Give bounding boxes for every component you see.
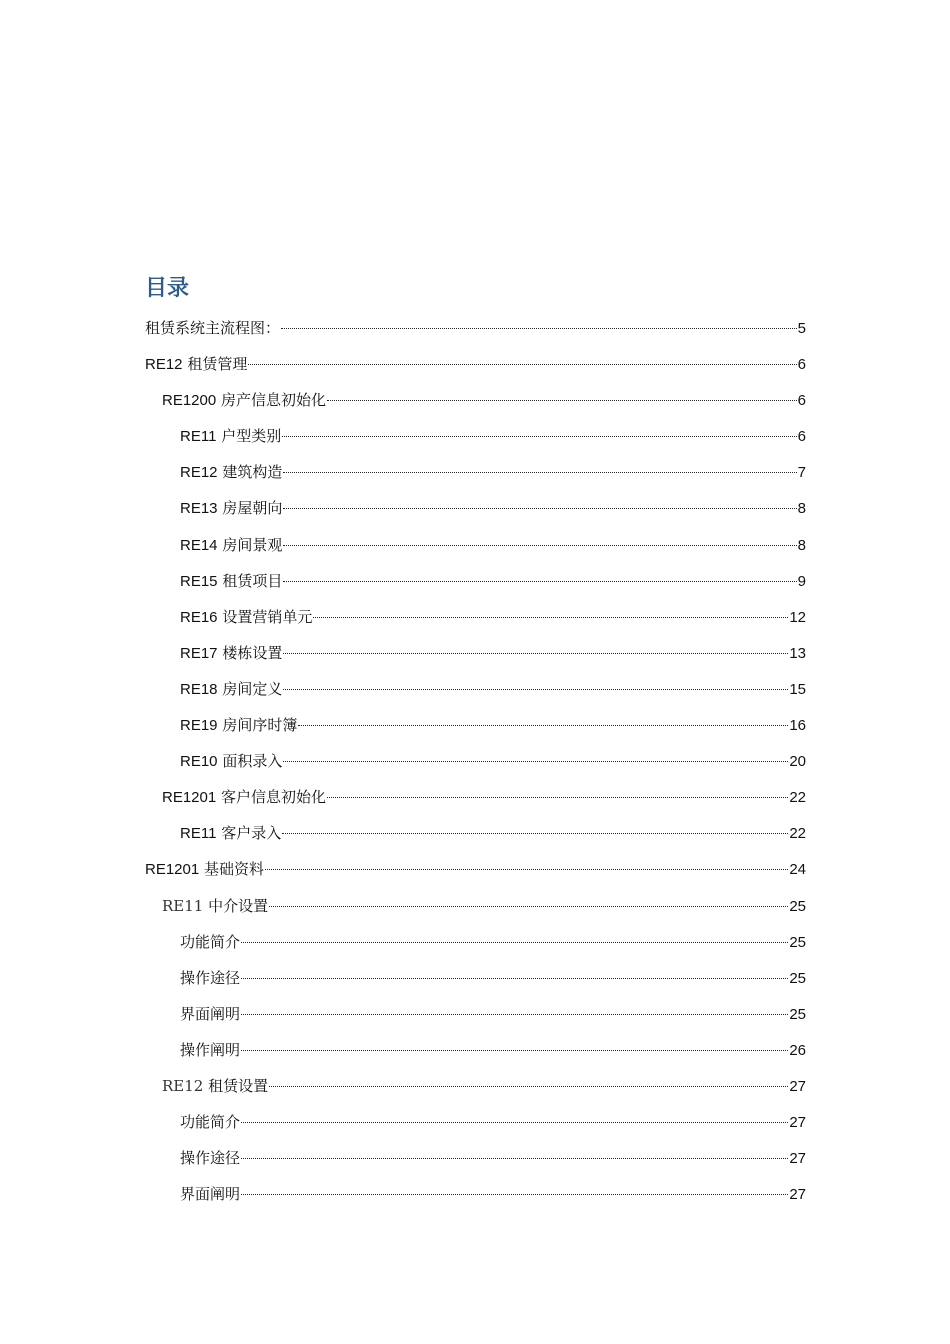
toc-entry[interactable]: [145, 815, 806, 851]
toc-entry-label: [180, 743, 282, 780]
toc-dot-leader: [248, 364, 796, 365]
toc-entry[interactable]: [145, 418, 806, 454]
toc-entry[interactable]: [145, 635, 806, 671]
toc-entry-text: 户型类别: [221, 427, 282, 446]
toc-entry-text: 租赁系统主流程图：: [145, 319, 281, 337]
toc-list: [145, 310, 806, 1212]
toc-page-number: 27: [789, 1114, 806, 1132]
toc-entry[interactable]: [145, 779, 806, 815]
toc-entry[interactable]: [145, 527, 806, 563]
toc-dot-leader: [241, 942, 788, 943]
toc-entry-code: RE13: [180, 500, 218, 518]
toc-entry-code: RE12: [180, 464, 218, 482]
toc-entry[interactable]: [145, 563, 806, 599]
toc-dot-leader: [269, 1086, 788, 1087]
toc-entry[interactable]: [145, 671, 806, 707]
toc-dot-leader: [313, 617, 788, 618]
toc-entry[interactable]: [145, 707, 806, 743]
toc-entry-code: RE19: [180, 717, 218, 735]
toc-entry-code: RE1201: [145, 861, 200, 879]
toc-page-number: 7: [797, 464, 806, 482]
toc-entry-text: 界面阐明: [180, 1185, 241, 1204]
toc-dot-leader: [241, 1122, 788, 1123]
toc-entry-label: [180, 960, 240, 996]
toc-entry-text: 设置营销单元: [222, 607, 313, 626]
toc-entry-code: RE16: [180, 608, 218, 626]
toc-entry[interactable]: [145, 599, 806, 635]
toc-entry[interactable]: [145, 490, 806, 526]
toc-entry-label: [145, 346, 247, 383]
toc-entry-label: [180, 635, 282, 672]
toc-page-number: 6: [797, 356, 806, 374]
toc-dot-leader: [282, 833, 788, 834]
toc-entry-text: 面积录入: [222, 752, 283, 771]
toc-entry-code: RE12: [145, 356, 183, 374]
toc-entry[interactable]: [145, 851, 806, 887]
toc-page-number: 5: [797, 320, 806, 337]
toc-entry-label: [180, 1176, 240, 1212]
toc-entry[interactable]: [145, 924, 806, 960]
toc-entry-label: [180, 996, 240, 1032]
toc-entry[interactable]: [145, 346, 806, 382]
toc-entry-label: [162, 888, 268, 924]
toc-page-number: 24: [789, 861, 806, 879]
toc-entry-text: 功能简介: [180, 1113, 241, 1132]
toc-entry-label: [180, 527, 282, 564]
toc-entry-label: [180, 490, 282, 527]
table-of-contents: [145, 272, 806, 1212]
toc-entry-label: [180, 707, 297, 744]
toc-entry[interactable]: [145, 996, 806, 1032]
toc-entry-text: 房产信息初始化: [221, 391, 327, 410]
toc-dot-leader: [265, 869, 788, 870]
toc-entry-label: [180, 454, 282, 491]
toc-dot-leader: [283, 472, 796, 473]
toc-entry-code: RE18: [180, 680, 218, 698]
toc-page-number: 8: [797, 500, 806, 518]
toc-dot-leader: [241, 978, 788, 979]
toc-entry-label: [162, 382, 326, 419]
toc-entry-code: RE17: [180, 644, 218, 662]
toc-entry-label: [180, 599, 312, 636]
toc-entry-label: [180, 1032, 240, 1068]
toc-page-number: 27: [789, 1186, 806, 1204]
toc-page-number: 25: [789, 897, 806, 915]
toc-dot-leader: [298, 725, 788, 726]
toc-dot-leader: [283, 653, 788, 654]
toc-entry-label: [180, 815, 281, 852]
toc-entry-label: [162, 1068, 268, 1104]
toc-entry-text: 房间序时簿: [222, 716, 298, 735]
toc-entry-code: RE12: [162, 1076, 204, 1095]
toc-dot-leader: [283, 689, 788, 690]
toc-entry[interactable]: [145, 310, 806, 346]
toc-dot-leader: [327, 400, 797, 401]
toc-entry-code: RE15: [180, 572, 218, 590]
toc-page-number: 27: [789, 1077, 806, 1095]
toc-dot-leader: [241, 1050, 788, 1051]
toc-entry-text: 界面阐明: [180, 1004, 241, 1023]
toc-dot-leader: [283, 508, 796, 509]
toc-page-number: 20: [789, 753, 806, 771]
toc-entry-label: [180, 671, 282, 708]
toc-dot-leader: [283, 581, 796, 582]
toc-entry[interactable]: [145, 1140, 806, 1176]
toc-entry-text: 楼栋设置: [222, 643, 283, 662]
toc-entry[interactable]: [145, 1032, 806, 1068]
toc-entry-text: 房间定义: [222, 679, 283, 698]
toc-entry-label: [162, 779, 326, 816]
toc-entry-text: 建筑构造: [222, 463, 283, 482]
toc-entry[interactable]: [145, 1068, 806, 1104]
toc-entry-text: 基础资料: [204, 860, 265, 879]
toc-page-number: 25: [789, 1005, 806, 1023]
toc-page-number: 16: [789, 717, 806, 735]
toc-entry[interactable]: [145, 743, 806, 779]
toc-entry-text: 操作途径: [180, 1149, 241, 1168]
toc-entry[interactable]: [145, 1176, 806, 1212]
toc-page-number: 12: [789, 608, 806, 626]
toc-entry-text: 房间景观: [222, 535, 283, 554]
toc-entry-text: 客户信息初始化: [221, 788, 327, 807]
toc-page-number: 15: [789, 680, 806, 698]
toc-entry-label: [180, 563, 282, 600]
toc-dot-leader: [282, 436, 796, 437]
toc-entry[interactable]: [145, 960, 806, 996]
toc-page-number: 25: [789, 933, 806, 951]
toc-title: 目录: [145, 276, 190, 301]
toc-page-number: 26: [789, 1041, 806, 1059]
toc-page-number: 6: [797, 428, 806, 446]
toc-page-number: 22: [789, 825, 806, 843]
toc-entry-text: 功能简介: [180, 932, 241, 951]
toc-page-number: 25: [789, 969, 806, 987]
toc-entry-text: 房屋朝向: [222, 499, 283, 518]
toc-entry-label: [180, 1104, 240, 1140]
toc-dot-leader: [327, 797, 788, 798]
toc-entry-code: RE1200: [162, 392, 217, 410]
toc-page-number: 8: [797, 536, 806, 554]
toc-entry-text: 租赁项目: [222, 571, 283, 590]
toc-dot-leader: [241, 1158, 788, 1159]
toc-entry-label: [180, 418, 281, 455]
toc-entry-text: 操作途径: [180, 968, 241, 987]
toc-entry[interactable]: [145, 1104, 806, 1140]
toc-page-number: 27: [789, 1150, 806, 1168]
toc-entry-label: [180, 1140, 240, 1176]
toc-dot-leader: [241, 1014, 788, 1015]
toc-entry-text: 客户录入: [221, 824, 282, 843]
toc-entry-text: 租赁设置: [203, 1076, 269, 1095]
toc-entry-text: 租赁管理: [187, 355, 248, 374]
toc-entry-code: RE10: [180, 753, 218, 771]
toc-entry-label: [180, 924, 240, 960]
toc-dot-leader: [281, 328, 797, 329]
toc-dot-leader: [241, 1194, 788, 1195]
toc-page-number: 13: [789, 644, 806, 662]
toc-entry-text: 操作阐明: [180, 1040, 241, 1059]
toc-dot-leader: [283, 545, 796, 546]
toc-entry[interactable]: [145, 382, 806, 418]
toc-entry-code: RE11: [180, 428, 217, 446]
toc-entry-code: RE1201: [162, 789, 217, 807]
toc-page-number: 6: [797, 392, 806, 410]
toc-entry-label: [145, 310, 280, 346]
toc-page-number: 9: [797, 572, 806, 590]
toc-page-number: 22: [789, 789, 806, 807]
toc-entry-code: RE11: [180, 825, 217, 843]
toc-entry-text: 中介设置: [203, 896, 269, 915]
toc-entry-code: RE11: [162, 896, 204, 915]
toc-entry-code: RE14: [180, 536, 218, 554]
toc-entry-label: [145, 851, 264, 888]
toc-entry[interactable]: [145, 888, 806, 924]
toc-dot-leader: [269, 906, 788, 907]
toc-dot-leader: [283, 761, 788, 762]
toc-entry[interactable]: [145, 454, 806, 490]
